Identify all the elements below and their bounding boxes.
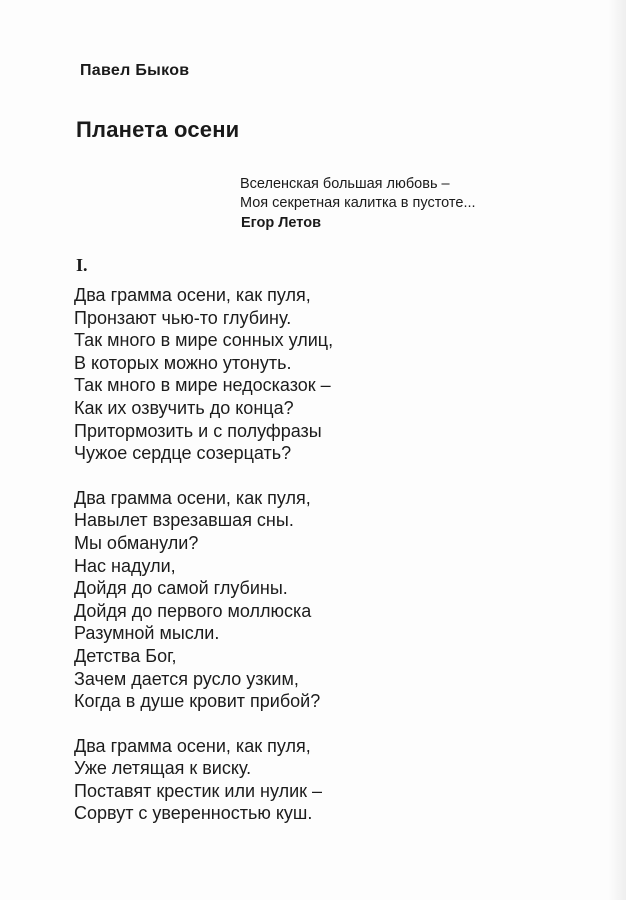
poem-line: Нас надули,: [74, 555, 176, 576]
author-name: Павел Быков: [80, 62, 190, 79]
section-number: I.: [76, 255, 88, 275]
poem-line: Детства Бог,: [74, 645, 177, 666]
poem-line: Дойдя до первого моллюска: [74, 600, 312, 621]
poem-line: Два грамма осени, как пуля,: [74, 285, 311, 305]
poem-line: Так много в мире сонных улиц,: [74, 330, 334, 351]
poem-line: Чужое сердце созерцать?: [74, 443, 292, 464]
poem-line: Так много в мире недосказок –: [74, 375, 331, 396]
poem-title: Планета осени: [76, 117, 240, 142]
stanza: [74, 284, 333, 465]
epigraph-author: Егор Летов: [241, 215, 321, 231]
poem-line: Мы обманули?: [74, 532, 199, 553]
poem-body: [74, 284, 333, 847]
poem-line: Два грамма осени, как пуля,: [74, 735, 311, 756]
poem-line: Поставят крестик или нулик –: [74, 780, 323, 801]
stanza: [74, 735, 333, 825]
poem-line: Два грамма осени, как пуля,: [74, 487, 311, 508]
poem-line: В которых можно утонуть.: [74, 352, 292, 373]
page-edge-shadow: [608, 0, 626, 900]
poem-line: Как их озвучить до конца?: [74, 397, 294, 418]
poem-line: Притормозить и с полуфразы: [74, 420, 322, 441]
poem-line: Дойдя до самой глубины.: [74, 578, 288, 599]
epigraph: [240, 175, 476, 213]
poem-line: Навылет взрезавшая сны.: [74, 510, 294, 531]
poem-line: Зачем дается русло узким,: [74, 668, 299, 689]
poem-line: Сорвут с уверенностью куш.: [74, 803, 313, 824]
poem-line: Уже летящая к виску.: [74, 758, 252, 779]
poem-line: Разумной мысли.: [74, 623, 220, 644]
stanza: [74, 487, 333, 713]
poem-line: Пронзают чью-то глубину.: [74, 307, 292, 328]
epigraph-line: Моя секретная калитка в пустоте...: [240, 195, 476, 211]
poem-line: Когда в душе кровит прибой?: [74, 691, 321, 712]
epigraph-line: Вселенская большая любовь –: [240, 176, 450, 192]
